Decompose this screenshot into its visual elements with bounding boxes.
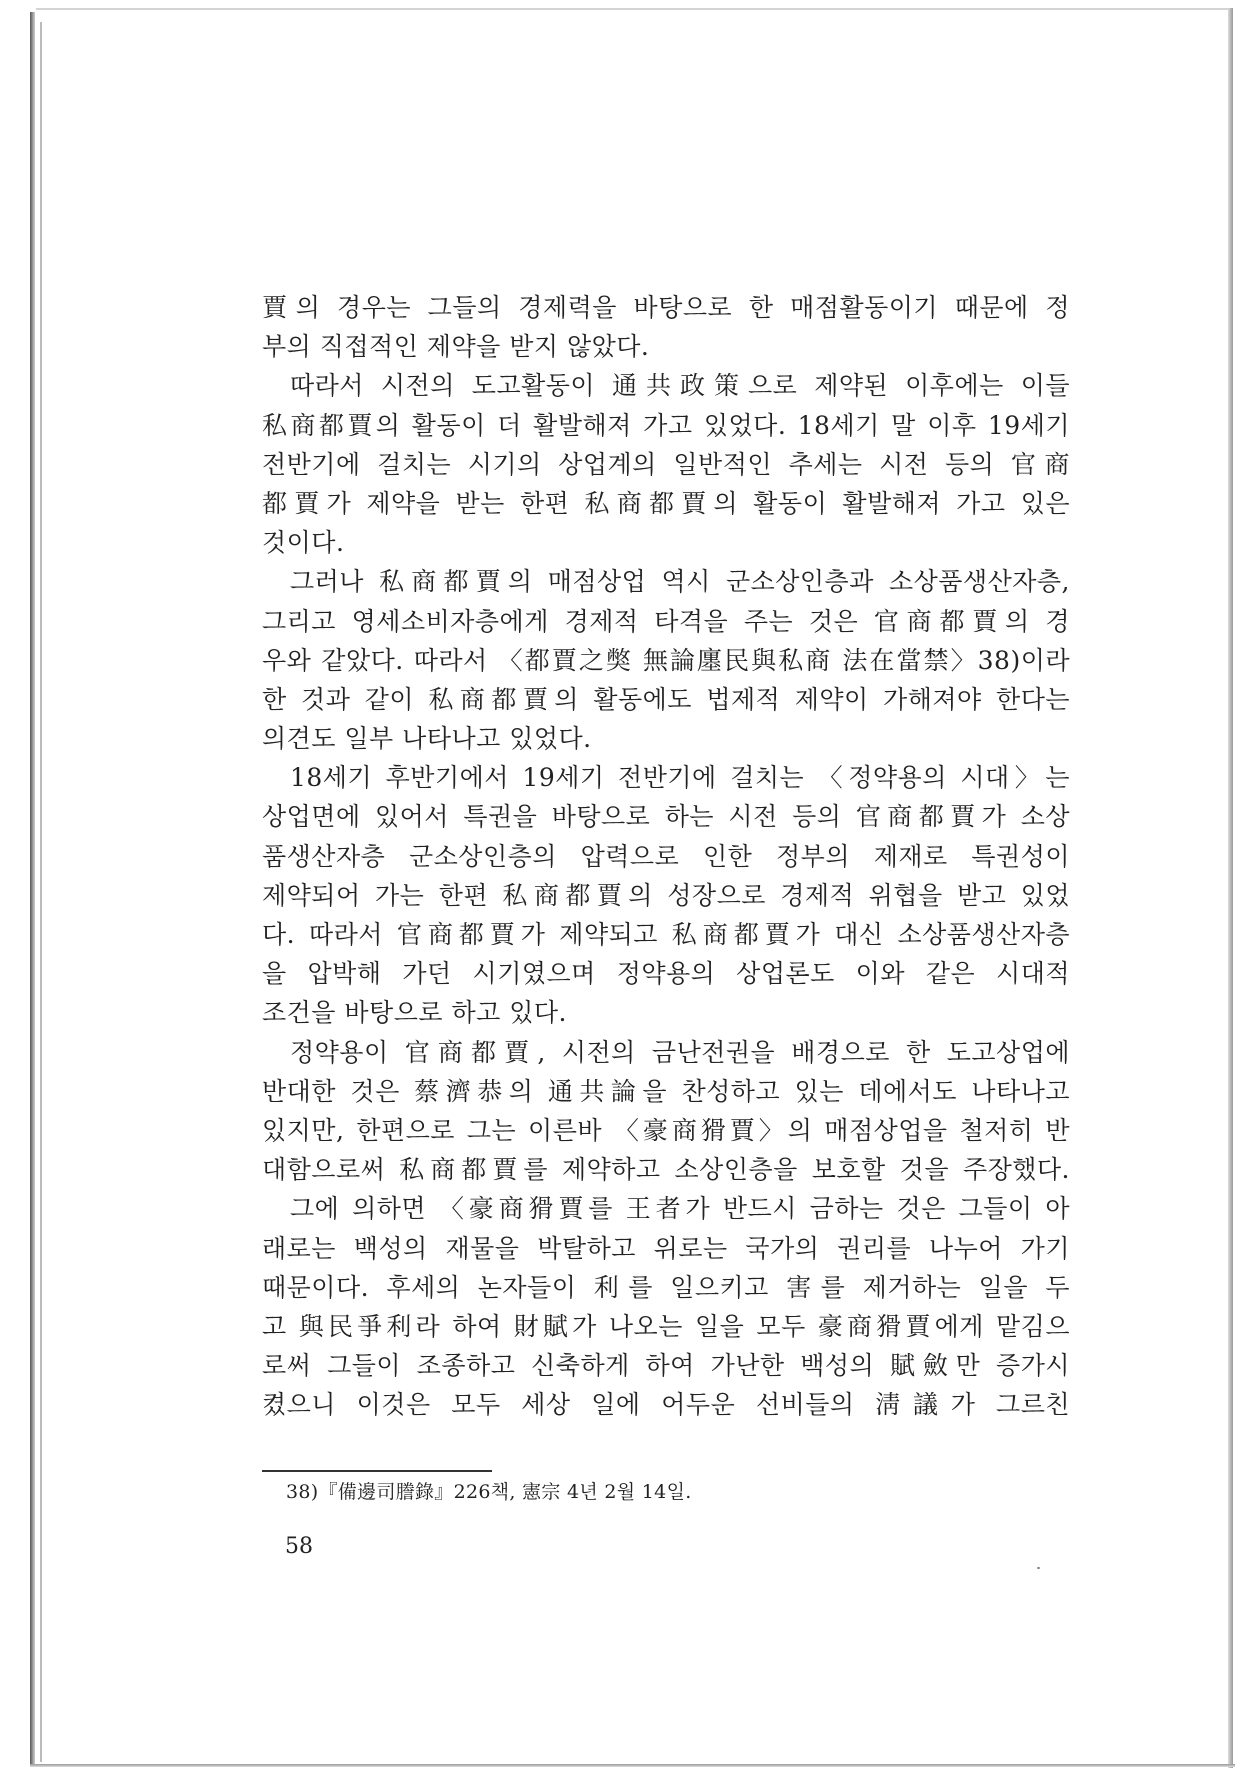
text-line: 그리고 영세소비자층에게 경제적 타격을 주는 것은 官商都賈의 경 — [262, 606, 1070, 636]
page-edge-bottom — [30, 1764, 1235, 1767]
text-line: 우와 같았다. 따라서 〈都賈之獘 無論廛民與私商 法在當禁〉38)이라 — [262, 645, 1070, 675]
text-line: 따라서 시전의 도고활동이 通共政策으로 제약된 이후에는 이들 — [290, 371, 1070, 401]
text-line: 都賈가 제약을 받는 한편 私商都賈의 활동이 활발해져 가고 있은 — [262, 488, 1070, 518]
text-line: 품생산자층 군소상인층의 압력으로 인한 정부의 제재로 특권성이 — [262, 841, 1070, 871]
text-line: 18세기 후반기에서 19세기 전반기에 걸치는 〈정약용의 시대〉는 — [290, 763, 1070, 793]
text-line: 조건을 바탕으로 하고 있다. — [262, 998, 567, 1028]
text-line: 것이다. — [262, 528, 345, 558]
text-line: 대함으로써 私商都賈를 제약하고 소상인층을 보호할 것을 주장했다. — [262, 1155, 1070, 1185]
text-line: 그에 의하면 〈豪商猾賈를 王者가 반드시 금하는 것은 그들이 아 — [290, 1194, 1070, 1224]
text-line: 전반기에 걸치는 시기의 상업계의 일반적인 추세는 시전 등의 官商 — [262, 449, 1070, 479]
text-line: 한 것과 같이 私商都賈의 활동에도 법제적 제약이 가해져야 한다는 — [262, 684, 1070, 714]
text-line: 고 與民爭利라 하여 財賦가 나오는 일을 모두 豪商猾賈에게 맡김으 — [262, 1311, 1070, 1341]
text-line: 정약용이 官商都賈, 시전의 금난전권을 배경으로 한 도고상업에 — [290, 1037, 1070, 1067]
text-line: 때문이다. 후세의 논자들이 利를 일으키고 害를 제거하는 일을 두 — [262, 1272, 1070, 1302]
text-line: 있지만, 한편으로 그는 이른바 〈豪商猾賈〉의 매점상업을 철저히 반 — [262, 1115, 1070, 1145]
text-line: 다. 따라서 官商都賈가 제약되고 私商都賈가 대신 소상품생산자층 — [262, 920, 1070, 949]
text-line: 로써 그들이 조종하고 신축하게 하여 가난한 백성의 賦斂만 증가시 — [262, 1351, 1070, 1381]
text-line: 賈의 경우는 그들의 경제력을 바탕으로 한 매점활동이기 때문에 정 — [262, 293, 1070, 322]
text-line: 상업면에 있어서 특권을 바탕으로 하는 시전 등의 官商都賈가 소상 — [262, 802, 1070, 832]
text-line: 켰으니 이것은 모두 세상 일에 어두운 선비들의 淸議가 그르친 — [262, 1390, 1070, 1420]
page-edge-right — [1228, 8, 1233, 1768]
text-line: 반대한 것은 蔡濟恭의 通共論을 찬성하고 있는 데에서도 나타나고 — [262, 1076, 1070, 1106]
text-line: 의견도 일부 나타나고 있었다. — [262, 724, 592, 754]
text-line: 을 압박해 가던 시기였으며 정약용의 상업론도 이와 같은 시대적 — [262, 959, 1070, 989]
page-edge-top — [36, 8, 1231, 10]
text-line: 그러나 私商都賈의 매점상업 역시 군소상인층과 소상품생산자층, — [290, 567, 1070, 597]
scan-speck — [1037, 1567, 1040, 1569]
page-edge-inner — [40, 22, 42, 1762]
text-line: 래로는 백성의 재물을 박탈하고 위로는 국가의 권리를 나누어 가기 — [262, 1233, 1070, 1263]
footnote: 38)『備邊司謄錄』226책, 憲宗 4년 2월 14일. — [286, 1481, 692, 1503]
page-edge-left — [30, 12, 35, 1767]
text-line: 私商都賈의 활동이 더 활발해져 가고 있었다. 18세기 말 이후 19세기 — [262, 410, 1070, 440]
text-line: 부의 직접적인 제약을 받지 않았다. — [262, 332, 650, 362]
text-line: 제약되어 가는 한편 私商都賈의 성장으로 경제적 위협을 받고 있었 — [262, 880, 1070, 910]
page-number: 58 — [285, 1534, 313, 1559]
body-text — [262, 288, 1070, 1424]
footnote-divider — [262, 1470, 492, 1472]
